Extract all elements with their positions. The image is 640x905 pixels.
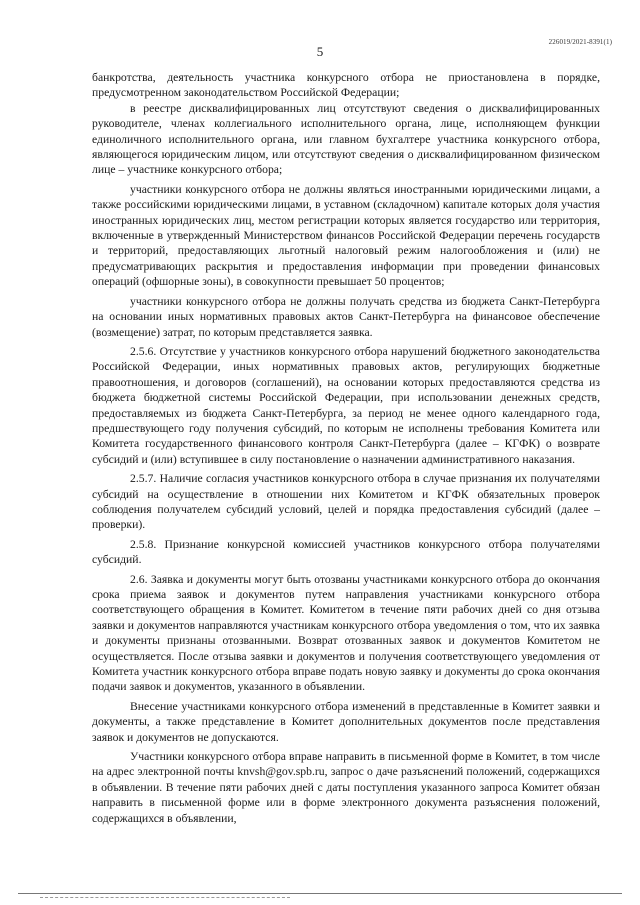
paragraph: участники конкурсного отбора не должны являться иностранными юридическими лицами, а также российскими юридическими лицами, в уставном (складочном) капитале которых доля участия иностранных юридических лиц, местом регистрации которых является государство или территория, включенные в утвержденный Министерством финансов Российской Федерации перечень государств и территорий, предоставляющих льготный налоговый режим налогообложения и (или) не предусматривающих раскрытия и предоставления информации при проведении финансовых операций (офшорные зоны), в совокупности превышает 50 процентов; xyxy=(92,182,600,289)
document-body xyxy=(92,70,600,826)
paragraph: 2.5.7. Наличие согласия участников конкурсного отбора в случае признания их получателями субсидий на осуществление в отношении них Комитетом и КГФК обязательных проверок соблюдения получателем субсидий условий, целей и порядка предоставления субсидий (далее – проверки). xyxy=(92,472,600,532)
paragraph: Участники конкурсного отбора вправе направить в письменной форме в Комитет, в том числе на адрес электронной почты knvsh@gov.spb.ru, запрос о даче разъяснений положений, содержащихся в объявлении. В течение пяти рабочих дней с даты поступления указанного запроса Комитет обязан направить в письменной форме или в форме электронного документа разъяснения положений, содержащихся в объявлении, xyxy=(92,750,600,825)
scan-artifact-line xyxy=(40,897,290,898)
paragraph: 2.5.8. Признание конкурсной комиссией участников конкурсного отбора получателями субсидий. xyxy=(92,537,600,567)
document-id: 226019/2021-8391(1) xyxy=(548,38,612,46)
page-bottom-rule xyxy=(18,893,622,894)
paragraph: участники конкурсного отбора не должны получать средства из бюджета Санкт-Петербурга на основании иных нормативных правовых актов Санкт-Петербурга на финансовое обеспечение (возмещение) затрат, по которым представляется заявка. xyxy=(92,294,600,339)
paragraph: банкротства, деятельность участника конкурсного отбора не приостановлена в порядке, предусмотренном законодательством Российской Федерации; xyxy=(92,71,600,100)
paragraph: в реестре дисквалифицированных лиц отсутствуют сведения о дисквалифицированных руководителе, членах коллегиального исполнительного органа, лице, исполняющем функции единоличного исполнительного органа, или главном бухгалтере участника конкурсного отбора, являющегося юридическим лицом, или отсутствуют сведения о дисквалифицированном физическом лице – участнике конкурсного отбора; xyxy=(92,101,600,177)
page-number: 5 xyxy=(316,44,324,59)
paragraph: Внесение участниками конкурсного отбора изменений в представленные в Комитет заявки и документы, а также представление в Комитет дополнительных документов после представления заявок и документов не допускаются. xyxy=(92,699,600,744)
paragraph: 2.5.6. Отсутствие у участников конкурсного отбора нарушений бюджетного законодательства Российской Федерации, иных нормативных правовых актов, регулирующих бюджетные правоотношения, и договоров (соглашений), на основании которых предоставляются средства из бюджета бюджетной системы Российской Федерации, при использовании денежных средств, предоставляемых из бюджета Санкт-Петербурга, за период не менее одного календарного года, предшествующего году получения субсидий, по которым не исполнены требования Комитета или Комитета государственного финансового контроля Санкт-Петербурга (далее – КГФК) о возврате субсидий и (или) вступившее в силу постановление о назначении административного наказания. xyxy=(92,344,600,466)
paragraph: 2.6. Заявка и документы могут быть отозваны участниками конкурсного отбора до окончания срока приема заявок и документов путем направления участниками конкурсного отбора соответствующего обращения в Комитет. Комитетом в течение пяти рабочих дней со дня отзыва заявки и документов направляются участникам конкурсного отбора уведомления о том, что их заявка и документы признаны отозванными. Возврат отозванных заявок и документов Комитетом не осуществляется. После отзыва заявки и документов и получения соответствующего уведомления от Комитета участник конкурсного отбора вправе подать новую заявку и документы до срока окончания подачи заявок и документов, указанного в объявлении. xyxy=(92,572,600,694)
